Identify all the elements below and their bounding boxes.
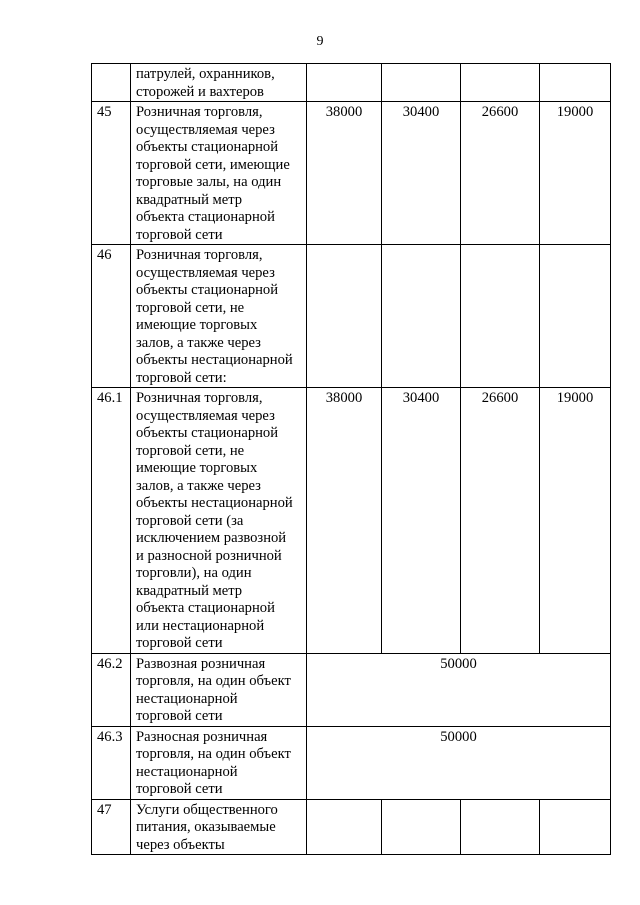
value-cell: 38000	[307, 388, 382, 654]
value-cell	[382, 64, 461, 102]
merged-value-cell: 50000	[307, 653, 611, 726]
value-cell	[461, 64, 540, 102]
value-cell: 38000	[307, 102, 382, 245]
value-cell: 30400	[382, 102, 461, 245]
row-description: Розничная торговля, осуществляемая через объекты стационарной торговой сети, не имеющие торговых залов, а также через объекты нестационарной торговой сети:	[131, 245, 307, 388]
row-number	[92, 64, 131, 102]
row-number: 47	[92, 799, 131, 855]
value-cell	[461, 799, 540, 855]
row-number: 46.2	[92, 653, 131, 726]
value-cell	[307, 64, 382, 102]
page-number: 9	[316, 34, 324, 49]
row-description: Развозная розничная торговля, на один объект нестационарной торговой сети	[131, 653, 307, 726]
row-description: Услуги общественного питания, оказываемые через объекты	[131, 799, 307, 855]
row-number: 45	[92, 102, 131, 245]
value-cell	[540, 245, 611, 388]
table-row	[92, 245, 611, 388]
value-cell	[307, 799, 382, 855]
row-description: Розничная торговля, осуществляемая через объекты стационарной торговой сети, не имеющие торговых залов, а также через объекты нестационарной торговой сети (за исключением развозной и разносной розничной торговли), на один квадратный метр объекта стационарной или нестационарной торговой сети	[131, 388, 307, 654]
table-row	[92, 64, 611, 102]
value-cell: 19000	[540, 102, 611, 245]
value-cell: 19000	[540, 388, 611, 654]
row-number: 46.1	[92, 388, 131, 654]
value-cell: 26600	[461, 102, 540, 245]
value-cell	[540, 799, 611, 855]
row-description: патрулей, охранников, сторожей и вахтеров	[131, 64, 307, 102]
value-cell: 30400	[382, 388, 461, 654]
value-cell	[382, 245, 461, 388]
row-description: Разносная розничная торговля, на один объект нестационарной торговой сети	[131, 726, 307, 799]
row-number: 46.3	[92, 726, 131, 799]
merged-value-cell: 50000	[307, 726, 611, 799]
tariff-table	[91, 63, 611, 855]
value-cell	[540, 64, 611, 102]
value-cell: 26600	[461, 388, 540, 654]
table-row	[92, 102, 611, 245]
table-row	[92, 726, 611, 799]
value-cell	[382, 799, 461, 855]
table-row	[92, 653, 611, 726]
row-number: 46	[92, 245, 131, 388]
row-description: Розничная торговля, осуществляемая через объекты стационарной торговой сети, имеющие торговые залы, на один квадратный метр объекта стационарной торговой сети	[131, 102, 307, 245]
value-cell	[307, 245, 382, 388]
table-row	[92, 388, 611, 654]
value-cell	[461, 245, 540, 388]
table-row	[92, 799, 611, 855]
